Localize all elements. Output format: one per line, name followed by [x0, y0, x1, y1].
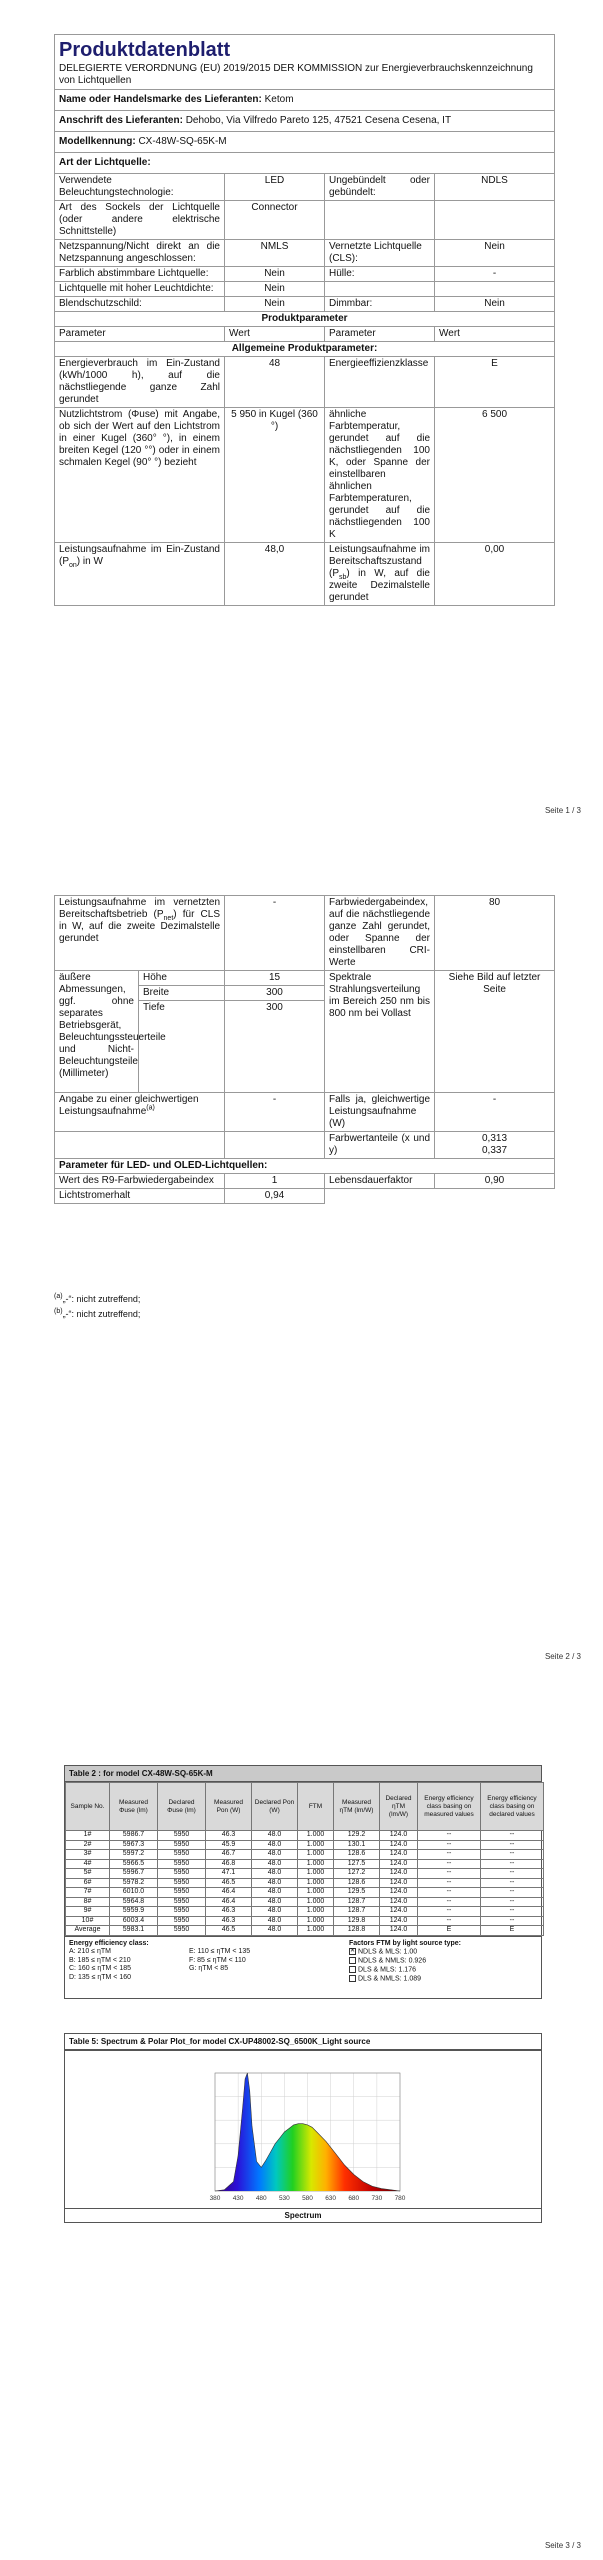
table-cell: 124.0	[380, 1840, 418, 1850]
cri-label: Farbwiedergabeindex, auf die nächstliegende ganze Zahl gerundet, oder Spanne der einstellbaren CRI-Werte	[325, 896, 435, 971]
table-cell: 128.7	[334, 1897, 380, 1907]
table-cell: 124.0	[380, 1916, 418, 1926]
table-cell: 5964.8	[110, 1897, 158, 1907]
table-cell: 3#	[66, 1850, 110, 1860]
table-cell: 46.5	[206, 1926, 252, 1936]
table-cell: 128.6	[334, 1850, 380, 1860]
table-cell: 1.000	[298, 1840, 334, 1850]
table-cell: --	[418, 1869, 481, 1879]
table-cell: --	[481, 1859, 544, 1869]
table-cell: 1.000	[298, 1888, 334, 1898]
table-cell: 46.3	[206, 1831, 252, 1841]
spectrum-chart	[65, 2050, 541, 2208]
dim-value: 300	[225, 986, 325, 1001]
table-cell: 129.8	[334, 1916, 380, 1926]
table-cell: 48.0	[252, 1850, 298, 1860]
chroma-label: Farbwertanteile (x und y)	[325, 1132, 435, 1159]
pon-label: Leistungsaufnahme im Ein-Zustand $(P_{on})$ in W	[55, 543, 225, 606]
table-cell: 5#	[66, 1869, 110, 1879]
table-cell: 6003.4	[110, 1916, 158, 1926]
table-cell: 124.0	[380, 1850, 418, 1860]
table-cell: --	[481, 1916, 544, 1926]
table-cell: 124.0	[380, 1859, 418, 1869]
params-header-row: Parameter Wert Parameter Wert	[55, 327, 555, 342]
dims-label: äußere Abmessungen, ggf. ohne separates Betriebsgerät, Beleuchtungssteuerteile und Nicht-Beleuchtungsteile (Millimeter)	[55, 971, 139, 1093]
table-cell: 129.2	[334, 1831, 380, 1841]
table-cell: 5978.2	[110, 1878, 158, 1888]
power-row	[55, 543, 555, 606]
table-cell: 8#	[66, 1897, 110, 1907]
table-cell: 10#	[66, 1916, 110, 1926]
equiv-value: -	[225, 1093, 325, 1132]
table-cell: 128.8	[334, 1926, 380, 1936]
general-params-heading: Allgemeine Produktparameter:	[55, 342, 555, 357]
table-cell: --	[481, 1907, 544, 1917]
table-cell: 5996.7	[110, 1869, 158, 1879]
table-cell: 45.9	[206, 1840, 252, 1850]
page-number: Seite 1 / 3	[544, 806, 581, 815]
table-cell: 46.5	[206, 1878, 252, 1888]
dim-name: Höhe	[139, 971, 225, 986]
table-cell: 1.000	[298, 1916, 334, 1926]
table-cell: --	[418, 1907, 481, 1917]
r9-value: 1	[225, 1174, 325, 1189]
table-cell: 5950	[158, 1916, 206, 1926]
efficiency-class-label: Energieeffizienzklasse	[325, 357, 435, 408]
cri-value: 80	[435, 896, 555, 971]
column-header: Declared Φuse (lm)	[158, 1783, 206, 1831]
table-cell: 47.1	[206, 1869, 252, 1879]
test-report-table-2	[64, 1765, 542, 1999]
table-cell: 5966.5	[110, 1859, 158, 1869]
pnet-value: -	[225, 896, 325, 971]
table-cell: 7#	[66, 1888, 110, 1898]
spectral-value: Siehe Bild auf letzter Seite	[435, 971, 555, 1093]
table-cell: Average	[66, 1926, 110, 1936]
table-cell: 1.000	[298, 1850, 334, 1860]
table-cell: 9#	[66, 1907, 110, 1917]
type-row: Art des Sockels der Lichtquelle (oder andere elektrische Schnittstelle) Connector	[55, 201, 555, 240]
x-tick-label: 430	[232, 2195, 244, 2202]
product-params-heading: Produktparameter	[55, 312, 555, 327]
table-cell: --	[481, 1869, 544, 1879]
ftm-factor-item: ✕ NDLS & MLS: 1.00	[350, 1948, 418, 1956]
supplier-address: Dehobo, Via Vilfredo Pareto 125, 47521 Cesena Cesena, IT	[185, 115, 452, 126]
table-cell: 46.3	[206, 1907, 252, 1917]
x-tick-label: 530	[278, 2195, 290, 2202]
column-header: Energy efficiency class basing on measured values	[418, 1783, 481, 1831]
pnet-label: Leistungsaufnahme im vernetzten Bereitschaftsbetrieb $(P_{net})$ für CLS in W, auf die zweite Dezimalstelle gerundet	[55, 896, 225, 971]
pnet-row	[55, 896, 555, 971]
x-tick-label: 680	[348, 2195, 360, 2202]
footnote-a: $^{(a)}$„-“: nicht zutreffend;	[54, 1293, 141, 1304]
table-cell: 124.0	[380, 1878, 418, 1888]
table-row	[66, 1831, 544, 1841]
supplier-address-row: Anschrift des Lieferanten: Dehobo, Via Vilfredo Pareto 125, 47521 Cesena Cesena, IT	[55, 111, 555, 132]
table-cell: 48.0	[252, 1859, 298, 1869]
dim-name: Breite	[139, 986, 225, 1001]
model-row: Modellkennung: CX-48W-SQ-65K-M	[55, 132, 555, 153]
table-cell: --	[481, 1850, 544, 1860]
checked-box-icon: ✕	[350, 1948, 356, 1954]
maintenance-label: Lichtstromerhalt	[55, 1189, 225, 1204]
page-title: Produktdatenblatt	[59, 39, 231, 61]
table-cell: 5986.7	[110, 1831, 158, 1841]
cct-label: ähnliche Farbtemperatur, gerundet auf die nächstliegenden 100 K, oder Spanne der einstellbaren ähnlichen Farbtemperaturen, gerundet auf die nächstliegenden 100 K	[325, 408, 435, 543]
footnote-b: $^{(b)}$„-“: nicht zutreffend;	[54, 1308, 141, 1319]
psb-label: Leistungsaufnahme im Bereitschaftszustand $(P_{sb})$ in W, auf die zweite Dezimalstelle gerundet	[325, 543, 435, 606]
table-cell: 6010.0	[110, 1888, 158, 1898]
table-cell: 5950	[158, 1840, 206, 1850]
table-cell: --	[481, 1831, 544, 1841]
table-row	[66, 1888, 544, 1898]
table-cell: 6#	[66, 1878, 110, 1888]
table-row	[66, 1907, 544, 1917]
table-cell: 127.2	[334, 1869, 380, 1879]
column-header: Declared ηTM (lm/W)	[380, 1783, 418, 1831]
table-cell: 1.000	[298, 1907, 334, 1917]
table-cell: 2#	[66, 1840, 110, 1850]
table-cell: 5959.9	[110, 1907, 158, 1917]
table-5-title: Table 5: Spectrum & Polar Plot_for model CX-UP48002-SQ_6500K_Light source	[65, 2034, 541, 2050]
product-datasheet-table	[54, 34, 555, 606]
x-tick-label: 580	[302, 2195, 313, 2202]
table-row	[66, 1869, 544, 1879]
type-row: Lichtquelle mit hoher Leuchtdichte: Nein	[55, 282, 555, 297]
psb-value: 0,00	[435, 543, 555, 606]
energy-value: 48	[225, 357, 325, 408]
table-cell: 130.1	[334, 1840, 380, 1850]
spectrum-label: Spectrum	[65, 2208, 541, 2222]
table-row	[66, 1916, 544, 1926]
page-2	[0, 823, 603, 1681]
equiv-row	[55, 1093, 555, 1132]
supplier-name-row: Name oder Handelsmarke des Lieferanten: Ketom	[55, 90, 555, 111]
table-cell: --	[418, 1850, 481, 1860]
unchecked-box-icon	[349, 1975, 356, 1982]
x-tick-label: 780	[394, 2195, 406, 2202]
table-cell: 5997.2	[110, 1850, 158, 1860]
equiv-label: Angabe zu einer gleichwertigen Leistungsaufnahme$^{(a)}$	[55, 1093, 225, 1132]
table-cell: 5950	[158, 1888, 206, 1898]
table-cell: 4#	[66, 1859, 110, 1869]
energy-row	[55, 357, 555, 408]
spectral-label: Spektrale Strahlungsverteilung im Bereich 250 nm bis 800 nm bei Vollast	[325, 971, 435, 1093]
table-cell: 5950	[158, 1897, 206, 1907]
ftm-factor-item: DLS & MLS: 1.176	[349, 1966, 537, 1975]
table-cell: 5950	[158, 1926, 206, 1936]
table-row	[66, 1859, 544, 1869]
table-cell: 5967.3	[110, 1840, 158, 1850]
chroma-row	[55, 1132, 555, 1159]
table-row	[66, 1840, 544, 1850]
table-cell: 48.0	[252, 1916, 298, 1926]
table-row	[66, 1878, 544, 1888]
flux-row	[55, 408, 555, 543]
table-cell: 124.0	[380, 1897, 418, 1907]
table-cell: 5950	[158, 1850, 206, 1860]
table-cell: 128.7	[334, 1907, 380, 1917]
table-row	[66, 1897, 544, 1907]
table-cell: 48.0	[252, 1888, 298, 1898]
x-tick-label: 730	[371, 2195, 383, 2202]
equiv2-label: Falls ja, gleichwertige Leistungsaufnahme (W)	[325, 1093, 435, 1132]
table-row	[66, 1850, 544, 1860]
table-cell: 5983.1	[110, 1926, 158, 1936]
table-cell: E	[481, 1926, 544, 1936]
survival-label: Lebensdauerfaktor	[325, 1174, 435, 1189]
ftm-factors: Factors FTM by light source type: ✕ NDLS & MLS: 1.00 NDLS & NMLS: 0.926 DLS & MLS: 1.176 DLS & NMLS: 1.089	[349, 1940, 537, 1995]
dims-row	[55, 971, 555, 986]
pon-value: 48,0	[225, 543, 325, 606]
table-cell: 48.0	[252, 1897, 298, 1907]
table-cell: 5950	[158, 1859, 206, 1869]
table-cell: 124.0	[380, 1888, 418, 1898]
survival-value: 0,90	[435, 1174, 555, 1189]
unchecked-box-icon	[349, 1966, 356, 1973]
table-cell: 124.0	[380, 1869, 418, 1879]
spectrum-plot	[65, 2051, 541, 2209]
efficiency-class-value: E	[435, 357, 555, 408]
table-cell: 48.0	[252, 1926, 298, 1936]
efficiency-class-legend: Energy efficiency class: A: 210 ≤ ηTM B: 185 ≤ ηTM < 210 C: 160 ≤ ηTM < 185 D: 135 ≤ ηTM < 160 E: 110 ≤ ηTM < 135 F: 85 ≤ ηTM < 110 G: ηTM < 85 Factors FTM by light source type: ✕ NDLS & MLS: 1.00 NDLS & NMLS: 0.926 DLS & MLS: 1.176 DLS & NMLS: 1.089	[65, 1936, 541, 1998]
column-header: Sample No.	[66, 1783, 110, 1831]
type-row: Verwendete Beleuchtungstechnologie: LED Ungebündelt oder gebündelt: NDLS	[55, 174, 555, 201]
table-cell: 129.5	[334, 1888, 380, 1898]
table-cell: 1.000	[298, 1869, 334, 1879]
chroma-value: 0,313 0,337	[435, 1132, 555, 1159]
column-header: Energy efficiency class basing on declared values	[481, 1783, 544, 1831]
x-tick-label: 380	[209, 2195, 221, 2202]
r9-label: Wert des R9-Farbwiedergabeindex	[55, 1174, 225, 1189]
table-cell: 46.4	[206, 1888, 252, 1898]
dim-value: 15	[225, 971, 325, 986]
table-cell: 5950	[158, 1907, 206, 1917]
type-row: Blendschutzschild: Nein Dimmbar: Nein	[55, 297, 555, 312]
product-datasheet-table-continued	[54, 895, 555, 1204]
table-cell: 48.0	[252, 1840, 298, 1850]
table-cell: 46.8	[206, 1859, 252, 1869]
measurement-table	[65, 1782, 544, 1936]
column-header: Measured Pon (W)	[206, 1783, 252, 1831]
table-cell: --	[418, 1888, 481, 1898]
type-row: Netzspannung/Nicht direkt an die Netzspannung angeschlossen: NMLS Vernetzte Lichtquelle (CLS): Nein	[55, 240, 555, 267]
table-cell: 1#	[66, 1831, 110, 1841]
table-cell: --	[481, 1888, 544, 1898]
table-2-title: Table 2 : for model CX-48W-SQ-65K-M	[65, 1766, 541, 1782]
table-row	[66, 1926, 544, 1936]
table-cell: --	[418, 1840, 481, 1850]
table-cell: 1.000	[298, 1897, 334, 1907]
page-1	[0, 0, 603, 823]
table-cell: 48.0	[252, 1907, 298, 1917]
page-number: Seite 3 / 3	[544, 2541, 581, 2550]
ftm-factor-item: DLS & NMLS: 1.089	[349, 1975, 537, 1984]
x-tick-label: 630	[325, 2195, 337, 2202]
table-cell: 124.0	[380, 1907, 418, 1917]
table-cell: --	[418, 1897, 481, 1907]
table-cell: 128.6	[334, 1878, 380, 1888]
table-cell: --	[418, 1916, 481, 1926]
table-cell: 46.4	[206, 1897, 252, 1907]
page-3	[0, 1681, 603, 2560]
led-params-heading: Parameter für LED- und OLED-Lichtquellen:	[55, 1159, 555, 1174]
table-cell: 1.000	[298, 1878, 334, 1888]
ftm-factor-item: NDLS & NMLS: 0.926	[349, 1957, 537, 1966]
table-cell: 48.0	[252, 1878, 298, 1888]
table-cell: 46.7	[206, 1850, 252, 1860]
column-header: FTM	[298, 1783, 334, 1831]
dim-name: Tiefe	[139, 1001, 225, 1093]
page-number: Seite 2 / 3	[544, 1652, 581, 1661]
flux-value: 5 950 in Kugel (360 °)	[225, 408, 325, 543]
table-cell: 127.5	[334, 1859, 380, 1869]
table-cell: 46.3	[206, 1916, 252, 1926]
table-cell: --	[481, 1897, 544, 1907]
unchecked-box-icon	[349, 1957, 356, 1964]
column-header: Measured Φuse (lm)	[110, 1783, 158, 1831]
model-id: CX-48W-SQ-65K-M	[138, 136, 227, 147]
table-cell: 1.000	[298, 1859, 334, 1869]
table-cell: 5950	[158, 1831, 206, 1841]
table-header-row	[66, 1783, 544, 1831]
maintenance-value: 0,94	[225, 1189, 325, 1204]
supplier-name: Ketom	[264, 94, 294, 105]
table-cell: 5950	[158, 1869, 206, 1879]
type-row: Farblich abstimmbare Lichtquelle: Nein Hülle: -	[55, 267, 555, 282]
table-cell: 124.0	[380, 1926, 418, 1936]
table-cell: --	[418, 1878, 481, 1888]
column-header: Measured ηTM (lm/W)	[334, 1783, 380, 1831]
maintenance-row	[55, 1189, 555, 1204]
table-cell: --	[418, 1859, 481, 1869]
r9-row	[55, 1174, 555, 1189]
dim-value: 300	[225, 1001, 325, 1093]
test-report-table-5	[64, 2033, 542, 2223]
energy-label: Energieverbrauch im Ein-Zustand (kWh/1000 h), auf die nächstliegende ganze Zahl gerundet	[55, 357, 225, 408]
table-cell: 124.0	[380, 1831, 418, 1841]
table-cell: 1.000	[298, 1831, 334, 1841]
cct-value: 6 500	[435, 408, 555, 543]
x-tick-label: 480	[255, 2195, 267, 2202]
flux-label: Nutzlichtstrom (Φuse) mit Angabe, ob sich der Wert auf den Lichtstrom in einer Kugel (360° °), in einem breiten Kegel (120 °°) oder in einem schmalen Kegel (90° °) bezieht	[55, 408, 225, 543]
table-cell: 48.0	[252, 1831, 298, 1841]
table-cell: 48.0	[252, 1869, 298, 1879]
table-cell: E	[418, 1926, 481, 1936]
regulation-text: DELEGIERTE VERORDNUNG (EU) 2019/2015 DER KOMMISSION zur Energieverbrauchskennzeichnung von Lichtquellen	[59, 63, 533, 86]
table-cell: 5950	[158, 1878, 206, 1888]
light-source-type-heading: Art der Lichtquelle:	[55, 153, 555, 174]
table-cell: --	[418, 1831, 481, 1841]
table-cell: --	[481, 1878, 544, 1888]
equiv2-value: -	[435, 1093, 555, 1132]
table-cell: 1.000	[298, 1926, 334, 1936]
table-cell: --	[481, 1840, 544, 1850]
column-header: Declared Pon (W)	[252, 1783, 298, 1831]
